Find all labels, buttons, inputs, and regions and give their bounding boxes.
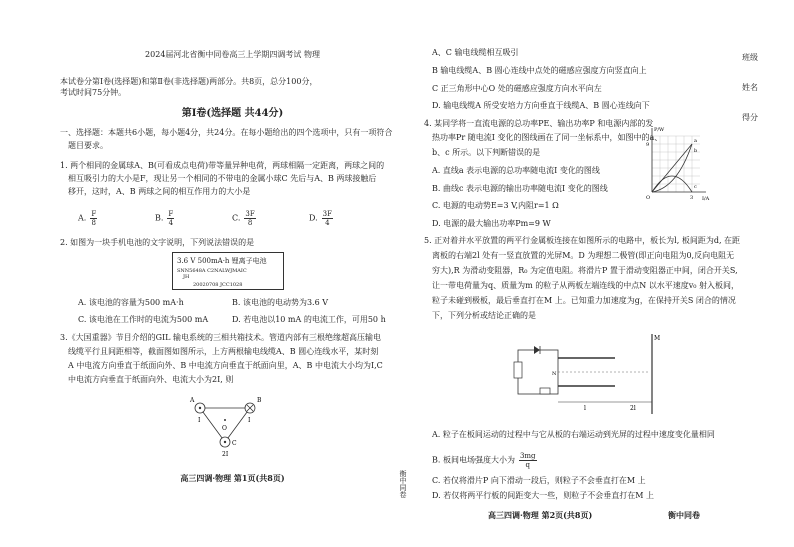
- battery-label: [172, 252, 284, 290]
- graph-origin: O: [646, 195, 651, 201]
- exam-title: 2024届河北省衡中同卷高三上学期四调考试 物理: [145, 50, 320, 59]
- fold-text: 衡中同卷: [399, 470, 407, 498]
- left-page: [60, 0, 405, 547]
- cable-cross-section-figure: [178, 390, 278, 462]
- label-n: N: [552, 371, 557, 377]
- score-label: 得分: [742, 113, 758, 122]
- circuit-figure: [510, 330, 660, 420]
- q4-line-3: b、c 所示。以下判断错误的是: [432, 148, 541, 157]
- section-title: 第Ⅰ卷(选择题 共44分): [181, 108, 284, 119]
- q4-option-c: C. 电源的电动势E=3 V,内阻r=1 Ω: [432, 201, 559, 210]
- label-l: l: [584, 405, 586, 412]
- cable-a-dot: [199, 407, 201, 409]
- class-label: 班级: [742, 53, 758, 62]
- q2-line-1: 2. 如图为一块手机电池的文字说明，下列说法错误的是: [60, 238, 255, 247]
- battery-line-2: SNN5648A C2NALWJMAIC: [177, 268, 247, 274]
- resistor-r: [514, 362, 522, 378]
- q5-line-3: 穷大),R 为滑动变阻器，R₀ 为定值电阻。将滑片P 置于滑动变阻器正中间，闭合开关S,: [432, 266, 738, 275]
- q1-option-a: A. $\frac{F}{8}$: [78, 210, 97, 227]
- notice-line-1: 本试卷分第Ⅰ卷(选择题)和第Ⅱ卷(非选择题)两部分。共8页，总分100分，: [60, 77, 318, 86]
- q4-option-a: A. 直线a 表示电源的总功率随电流I 变化的图线: [432, 166, 600, 175]
- q3-option-d: D. 输电线缆A 所受安培力方向垂直于线缆A、B 圆心连线向下: [432, 101, 650, 110]
- q1-line-2: 相互吸引力的大小是F，现让另一个相同的不带电的金属小球C 先后与A、B 两球接触后: [68, 174, 377, 183]
- q2-option-b: B. 该电池的电动势为3.6 V: [232, 298, 329, 307]
- q5-option-a: A. 粒子在板间运动的过程中与它从板的右端运动到光屏的过程中速度变化量相同: [432, 430, 715, 439]
- graph-xlabel: I/A: [702, 196, 710, 202]
- q3-line-4: 中电流方向垂直于纸面向外、电流大小为2I, 则: [68, 375, 234, 384]
- q3-line-1: 3.《大国重器》节目介绍的GIL 输电系统的三相共箱技术。管道内部有三根绝缘超高压输电: [60, 333, 382, 342]
- part1-line-2: 题目要求。: [68, 141, 108, 150]
- q1-option-b: B. $\frac{F}{4}$: [155, 210, 174, 227]
- battery-line-4: 20020708 JCC1028: [193, 282, 243, 288]
- q1-line-1: 1. 两个相同的金属球A、B(可看成点电荷)带等量异种电荷，两球相隔一定距离，两球之间的: [60, 161, 385, 170]
- part1-line-1: 一、选择题：本题共6小题，每小题4分，共24分。在每小题给出的四个选项中，只有一项符合: [60, 128, 393, 137]
- resistor-r0: [540, 388, 550, 394]
- q2-option-d: D. 若电池以10 mA 的电流工作，可用50 h: [232, 315, 386, 324]
- q5-line-1: 5. 正对着并水平放置的两平行金属板连接在如图所示的电路中，板长为l, 板间距为d, 在距: [424, 236, 741, 245]
- label-2i: 2I: [222, 451, 229, 458]
- q1-option-d: D. $\frac{3F}{4}$: [309, 210, 332, 227]
- battery-line-3: JH: [183, 274, 190, 280]
- graph-label-c: c: [694, 184, 697, 190]
- q2-option-a: A. 该电池的容量为500 mA·h: [78, 298, 184, 307]
- right-footer: 高三四调·物理 第2页(共8页): [488, 510, 593, 520]
- battery-line-1: 3.6 V 500mA·h 锂离子电池: [177, 257, 267, 265]
- q1-option-c: C. $\frac{3F}{8}$: [232, 210, 255, 227]
- q5-option-c: C. 若仅将滑片P 向下滑动一段后，则粒子不会垂直打在M 上: [432, 476, 646, 485]
- label-i-b: I: [248, 417, 251, 424]
- q3-line-2: 线缆平行且间距相等，截面图如图所示，上方两根输电线缆A、B 圆心连线水平，某时刻: [68, 347, 379, 356]
- q3-option-a: A、C 输电线缆相互吸引: [432, 48, 519, 57]
- name-label: 姓名: [742, 83, 758, 92]
- notice-line-2: 考试时间75分钟。: [60, 88, 127, 97]
- q5-option-b: B. 板间电场强度大小为 $\frac{3mg}{q}$: [432, 452, 536, 469]
- power-graph: [642, 122, 714, 202]
- label-i-a: I: [198, 417, 201, 424]
- diode-d: [534, 346, 540, 354]
- left-footer: 高三四调·物理 第1页(共8页): [180, 473, 285, 483]
- q5-line-6: 下，下列分析或结论正确的是: [432, 311, 536, 320]
- q5-option-d: D. 若仅将两平行板的间距变大一些，则粒子不会垂直打在M 上: [432, 491, 654, 500]
- label-c: C: [232, 440, 237, 447]
- q3-line-3: A 中电流方向垂直于纸面向外、B 中电流方向垂直于纸面向里，A、B 中电流大小均为I,C: [68, 361, 383, 370]
- q3-option-b: B 输电线缆A、B 圆心连线中点处的磁感应强度方向竖直向上: [432, 66, 647, 75]
- q4-option-b: B. 曲线c 表示电源的输出功率随电流I 变化的图线: [432, 184, 608, 193]
- graph-label-a: a: [694, 138, 697, 144]
- graph-y-tick-9: 9: [646, 142, 650, 148]
- cable-c-dot: [224, 441, 226, 443]
- q3-option-c: C 正三角形中心O 处的磁感应强度方向水平向左: [432, 84, 602, 93]
- label-2l: 2l: [630, 405, 636, 412]
- line-bc: [225, 408, 250, 442]
- q4-line-2: 热功率Pr 随电流I 变化的图线画在了同一坐标系中，如图中的a、: [432, 133, 663, 142]
- right-footer-brand: 衡中同卷: [668, 510, 700, 520]
- q2-option-c: C. 该电池在工作时的电流为500 mA: [78, 315, 209, 324]
- q5-line-5: 粒子未碰到极板，最后垂直打在M 上。已知重力加速度为g，在保持开关S 闭合的情况: [432, 296, 736, 305]
- q4-option-d: D. 电源的最大输出功率Pm=9 W: [432, 219, 551, 228]
- q5-line-2: 离板的右端2l 处有一竖直放置的光屏M。D 为理想二极管(即正向电阻为0,反向电阻无: [432, 251, 735, 260]
- graph-ylabel: P/W: [654, 127, 665, 133]
- label-a: A: [190, 397, 195, 404]
- right-page: [418, 0, 741, 547]
- q5-line-4: 让一带电荷量为q、质量为m 的粒子从两板左端连线的中点N 以水平速度v₀ 射入板间，: [432, 281, 740, 290]
- label-b: B: [257, 397, 262, 404]
- graph-x-tick-3: 3: [690, 195, 694, 201]
- graph-label-b: b: [694, 148, 698, 154]
- label-o: O: [222, 425, 227, 432]
- center-o-dot: [224, 419, 226, 421]
- q4-line-1: 4. 某同学将一直流电源的总功率PE、输出功率P 和电源内部的发: [424, 119, 654, 128]
- q1-line-3: 移开，这时，A、B 两球之间的相互作用力的大小是: [68, 187, 251, 196]
- label-m: M: [654, 335, 660, 342]
